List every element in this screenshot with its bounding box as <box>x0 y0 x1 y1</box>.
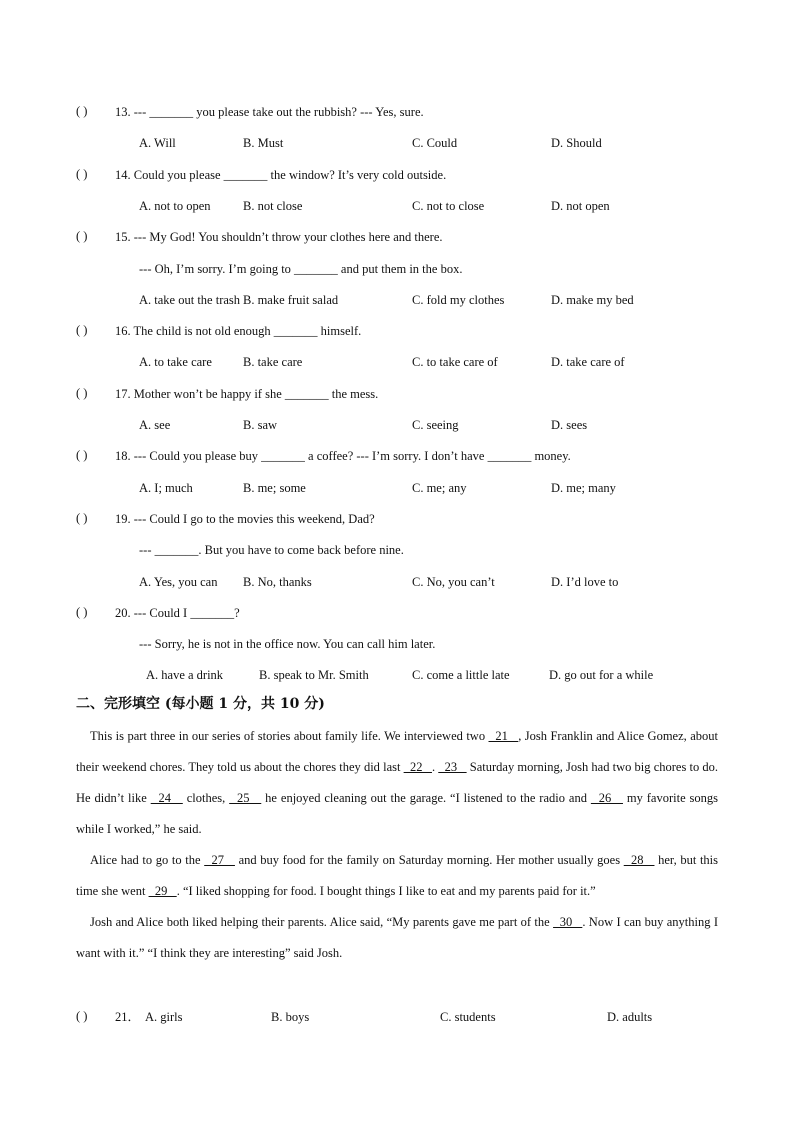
option-d[interactable]: D. adults <box>607 1010 653 1024</box>
option-b[interactable]: B. saw <box>243 418 278 432</box>
option-b[interactable]: B. not close <box>243 198 303 213</box>
answer-bracket[interactable]: ( ) <box>76 385 88 400</box>
question-number: 19 <box>115 511 128 526</box>
passage-text: Alice had to go to the <box>90 853 205 867</box>
passage-paragraph <box>76 721 718 845</box>
question-text: --- My God! You shouldn’t throw your clothes here and there. <box>133 230 443 245</box>
option-d[interactable]: D. make my bed <box>551 292 634 307</box>
question-stem: 18. --- Could you please buy _______ a coffee? --- I’m sorry. I don’t have _______ money. <box>115 449 571 464</box>
option-a[interactable]: A. I; much <box>139 480 193 495</box>
blank-24[interactable]: 24 <box>150 791 183 805</box>
question-stem: 13. --- _______ you please take out the rubbish? --- Yes, sure. <box>115 105 424 119</box>
option-b[interactable]: B. take care <box>243 355 303 370</box>
option-c[interactable]: C. students <box>440 1010 496 1024</box>
option-d[interactable]: D. sees <box>551 418 588 432</box>
passage-text: , Josh Franklin and Alice Gomez, about their weekend chores. They told us about the chores they did last <box>76 729 718 774</box>
question-number: 20 <box>115 605 128 620</box>
question-number: 17 <box>115 386 128 401</box>
passage-text: . “I liked shopping for food. I bought things I like to eat and my parents paid for it.” <box>176 884 596 898</box>
cloze-passage <box>76 721 718 969</box>
option-b[interactable]: B. speak to Mr. Smith <box>259 668 369 683</box>
option-d[interactable]: D. take care of <box>551 355 625 370</box>
passage-text: . Now I can buy anything I want with it.” “I think they are interesting” said Josh. <box>76 915 718 960</box>
option-d[interactable]: D. go out for a while <box>549 668 654 683</box>
question-stem: 14. Could you please _______ the window? It’s very cold outside. <box>115 167 447 182</box>
blank-26[interactable]: 26 <box>590 791 623 805</box>
question-text: --- Could I go to the movies this weekend, Dad? <box>133 511 375 526</box>
blank-30[interactable]: 30 <box>553 915 583 929</box>
passage-paragraph <box>76 845 718 907</box>
answer-bracket[interactable]: ( ) <box>76 166 88 181</box>
question-number: 13 <box>115 105 128 119</box>
option-c[interactable]: C. No, you can’t <box>412 574 495 589</box>
question-text: --- _______ you please take out the rubbish? --- Yes, sure. <box>133 105 424 119</box>
blank-22[interactable]: 22 <box>403 760 432 774</box>
section-heading: 二、完形填空 (每小题 1 分，共 10 分) <box>76 696 325 712</box>
option-d[interactable]: D. I’d love to <box>551 574 619 589</box>
answer-bracket[interactable]: ( ) <box>76 604 88 619</box>
passage-text: Josh and Alice both liked helping their parents. Alice said, “My parents gave me part of the <box>90 915 554 929</box>
blank-28[interactable]: 28 <box>623 853 655 867</box>
option-c[interactable]: C. seeing <box>412 418 459 432</box>
passage-text: and buy food for the family on Saturday morning. Her mother usually goes <box>234 853 624 867</box>
question-text: --- Could I _______? <box>133 605 240 620</box>
option-b[interactable]: B. me; some <box>243 480 306 495</box>
answer-bracket[interactable]: ( ) <box>76 229 88 244</box>
option-b[interactable]: B. make fruit salad <box>243 292 339 307</box>
blank-25[interactable]: 25 <box>229 791 262 805</box>
question-text: Mother won’t be happy if she _______ the mess. <box>133 386 379 401</box>
option-a[interactable]: A. to take care <box>139 355 212 370</box>
question-stem: 19. --- Could I go to the movies this weekend, Dad? <box>115 511 375 526</box>
question-line: --- Sorry, he is not in the office now. You can call him later. <box>139 637 436 652</box>
passage-text: her, but this time she went <box>76 853 719 898</box>
option-a[interactable]: A. not to open <box>139 198 211 213</box>
question-stem: 15. --- My God! You shouldn’t throw your clothes here and there. <box>115 230 443 245</box>
question-stem: 17. Mother won’t be happy if she _______ the mess. <box>115 386 379 401</box>
question-text: The child is not old enough _______ himself. <box>133 324 362 339</box>
option-d[interactable]: D. not open <box>551 198 610 213</box>
passage-text: This is part three in our series of stories about family life. We interviewed two <box>90 729 489 743</box>
option-d[interactable]: D. Should <box>551 136 602 151</box>
question-text: --- Could you please buy _______ a coffee? --- I’m sorry. I don’t have _______ money. <box>133 449 571 464</box>
blank-29[interactable]: 29 <box>148 884 177 898</box>
answer-bracket[interactable]: ( ) <box>76 448 88 463</box>
question-number: 14 <box>115 167 128 182</box>
question-line: --- Oh, I’m sorry. I’m going to _______ and put them in the box. <box>139 261 463 276</box>
option-d[interactable]: D. me; many <box>551 480 616 495</box>
passage-text: my favorite songs while I worked,” he said. <box>76 791 719 836</box>
answer-bracket[interactable]: ( ) <box>76 104 88 118</box>
answer-bracket[interactable]: ( ) <box>76 1009 88 1023</box>
option-b[interactable]: B. boys <box>271 1010 310 1024</box>
passage-text: Saturday morning, Josh had two big chores to do. He didn’t like <box>76 760 719 805</box>
answer-bracket[interactable]: ( ) <box>76 510 88 525</box>
blank-23[interactable]: 23 <box>438 760 467 774</box>
passage-text: clothes, <box>182 791 230 805</box>
option-c[interactable]: C. to take care of <box>412 355 498 370</box>
blank-27[interactable]: 27 <box>204 853 235 867</box>
passage-text: . <box>431 760 439 774</box>
question-number: 18 <box>115 449 128 464</box>
option-c[interactable]: C. fold my clothes <box>412 292 505 307</box>
option-a[interactable]: A. have a drink <box>146 668 224 683</box>
answer-bracket[interactable]: ( ) <box>76 323 88 338</box>
option-a[interactable]: A. take out the trash <box>139 292 241 307</box>
question-stem: 16. The child is not old enough _______ himself. <box>115 324 362 339</box>
option-c[interactable]: C. not to close <box>412 198 485 213</box>
passage-paragraph <box>76 907 718 969</box>
option-b[interactable]: B. Must <box>243 136 284 151</box>
question-line: --- _______. But you have to come back before nine. <box>139 543 404 558</box>
option-a[interactable]: A. see <box>139 418 171 432</box>
option-c[interactable]: C. come a little late <box>412 668 510 683</box>
option-c[interactable]: C. Could <box>412 136 458 151</box>
option-a[interactable]: A. Will <box>139 136 176 151</box>
option-c[interactable]: C. me; any <box>412 480 467 495</box>
option-a[interactable]: A. Yes, you can <box>139 574 218 589</box>
question-text: Could you please _______ the window? It’s very cold outside. <box>133 167 447 182</box>
question-number: 15 <box>115 230 128 245</box>
question-number: 21． <box>115 1010 141 1024</box>
question-number: 16 <box>115 324 128 339</box>
passage-text: he enjoyed cleaning out the garage. “I listened to the radio and <box>261 791 591 805</box>
question-stem: 20. --- Could I _______? <box>115 605 240 620</box>
option-a[interactable]: A. girls <box>145 1010 183 1024</box>
option-b[interactable]: B. No, thanks <box>243 574 312 589</box>
blank-21[interactable]: 21 <box>488 729 519 743</box>
